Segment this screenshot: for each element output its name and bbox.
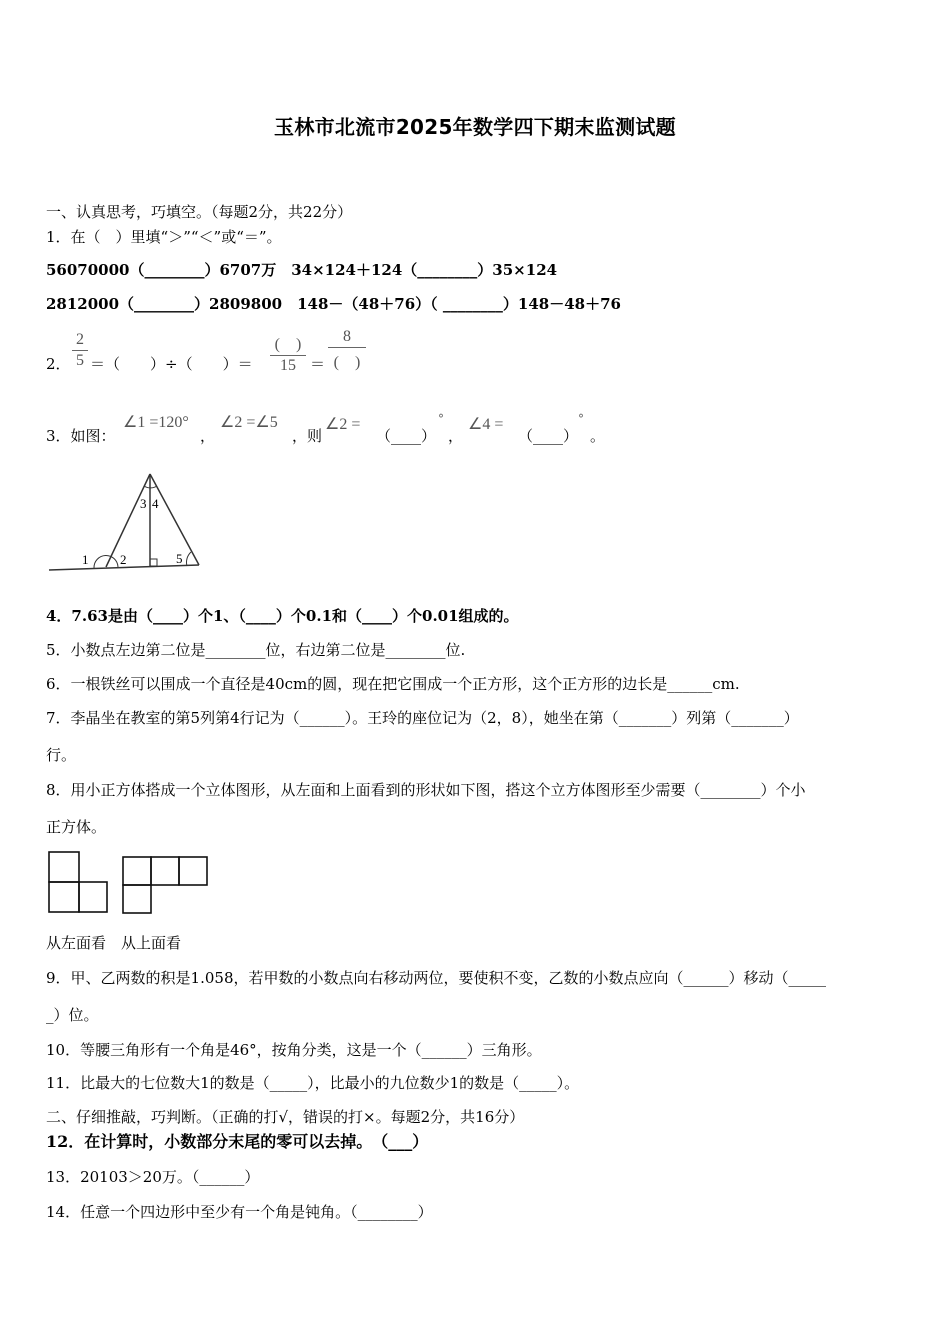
comma: ， bbox=[200, 427, 216, 445]
answer-blank: （____） bbox=[376, 427, 437, 445]
question-4: 4．7.63是由（____）个1、（____）个0.1和（____）个0.01组成的。 bbox=[46, 607, 519, 625]
question-8: 8．用小正方体搭成一个立体图形，从左面和上面看到的形状如下图，搭这个立方体图形至少需要（________）个小 bbox=[46, 781, 806, 799]
question-7: 7．李晶坐在教室的第5列第4行记为（______）。王玲的座位记为（2，8），她坐在第（_______）列第（_______） bbox=[46, 709, 799, 727]
equals-sign: ＝ bbox=[310, 355, 326, 373]
question-9: 9．甲、乙两数的积是1.058，若甲数的小数点向右移动两位，要使积不变，乙数的小数点应向（______）移动（_____ bbox=[46, 969, 826, 987]
then-text: ，则 bbox=[292, 427, 323, 445]
section-2-heading: 二、仔细推敲，巧判断。（正确的打√，错误的打×。每题2分，共16分） bbox=[46, 1108, 525, 1126]
question-13: 13．20103＞20万。（______） bbox=[46, 1168, 260, 1186]
fraction-numerator: 8 bbox=[343, 328, 351, 345]
answer-blank: （____） bbox=[518, 427, 579, 445]
angle-label-4: 4 bbox=[152, 496, 159, 511]
question-2-middle: ＝（ ）÷（ ）＝ bbox=[90, 355, 253, 373]
fraction-blank-15 bbox=[270, 331, 306, 375]
question-11: 11．比最大的七位数大1的数是（_____），比最小的九位数少1的数是（_____）。 bbox=[46, 1074, 580, 1092]
fraction-8-blank bbox=[328, 328, 366, 372]
question-9-cont: _）位。 bbox=[46, 1006, 99, 1024]
fraction-numerator: 2 bbox=[76, 331, 84, 348]
angle-2-equals: ∠2 = bbox=[325, 416, 361, 433]
question-7-cont: 行。 bbox=[46, 746, 77, 764]
question-8-cont: 正方体。 bbox=[46, 818, 107, 836]
angle-label-5: 5 bbox=[176, 551, 183, 566]
angle-2-expression: ∠2 =∠5 bbox=[220, 414, 278, 431]
angle-label-3: 3 bbox=[140, 496, 147, 511]
section-1-heading: 一、认真思考，巧填空。（每题2分，共22分） bbox=[46, 203, 353, 221]
triangle-figure bbox=[46, 466, 216, 578]
angle-4-equals: ∠4 = bbox=[468, 416, 504, 433]
question-5: 5．小数点左边第二位是________位，右边第二位是________位. bbox=[46, 641, 466, 659]
question-1-line-1: 56070000（________）6707万 34×124＋124（________）35×124 bbox=[46, 261, 558, 279]
fraction-numerator: ( ) bbox=[274, 336, 302, 353]
question-10: 10．等腰三角形有一个角是46°，按角分类，这是一个（______）三角形。 bbox=[46, 1041, 542, 1059]
question-12: 12．在计算时，小数部分末尾的零可以去掉。 （___） bbox=[46, 1132, 429, 1151]
page-title: 玉林市北流市2025年数学四下期末监测试题 bbox=[274, 115, 676, 139]
fraction-denominator: 15 bbox=[280, 357, 296, 374]
period: 。 bbox=[590, 427, 606, 445]
degree-sign: ° bbox=[578, 412, 584, 426]
question-6: 6．一根铁丝可以围成一个直径是40cm的圆，现在把它围成一个正方形，这个正方形的边长是______cm. bbox=[46, 675, 740, 693]
left-view-figure bbox=[46, 848, 108, 914]
fraction-denominator: ( ) bbox=[333, 354, 361, 371]
question-3-number: 3．如图： bbox=[46, 427, 116, 445]
degree-sign: ° bbox=[438, 412, 444, 426]
angle-label-2: 2 bbox=[120, 552, 127, 567]
question-1-line-2: 2812000（________）2809800 148－（48＋76）（ ________）148－48＋76 bbox=[46, 295, 621, 313]
question-1: 1．在（ ）里填“＞”“＜”或“＝”。 bbox=[46, 228, 282, 246]
angle-label-1: 1 bbox=[82, 552, 89, 567]
comma: ， bbox=[448, 427, 464, 445]
question-2-number: 2． bbox=[46, 355, 71, 373]
fraction-denominator: 5 bbox=[76, 352, 84, 369]
figure-caption: 从左面看 从上面看 bbox=[46, 934, 182, 952]
top-view-figure bbox=[120, 854, 210, 916]
angle-1-expression: ∠1 =120° bbox=[123, 414, 189, 431]
question-14: 14．任意一个四边形中至少有一个角是钝角。（________） bbox=[46, 1203, 433, 1221]
fraction-2-5 bbox=[72, 331, 88, 370]
